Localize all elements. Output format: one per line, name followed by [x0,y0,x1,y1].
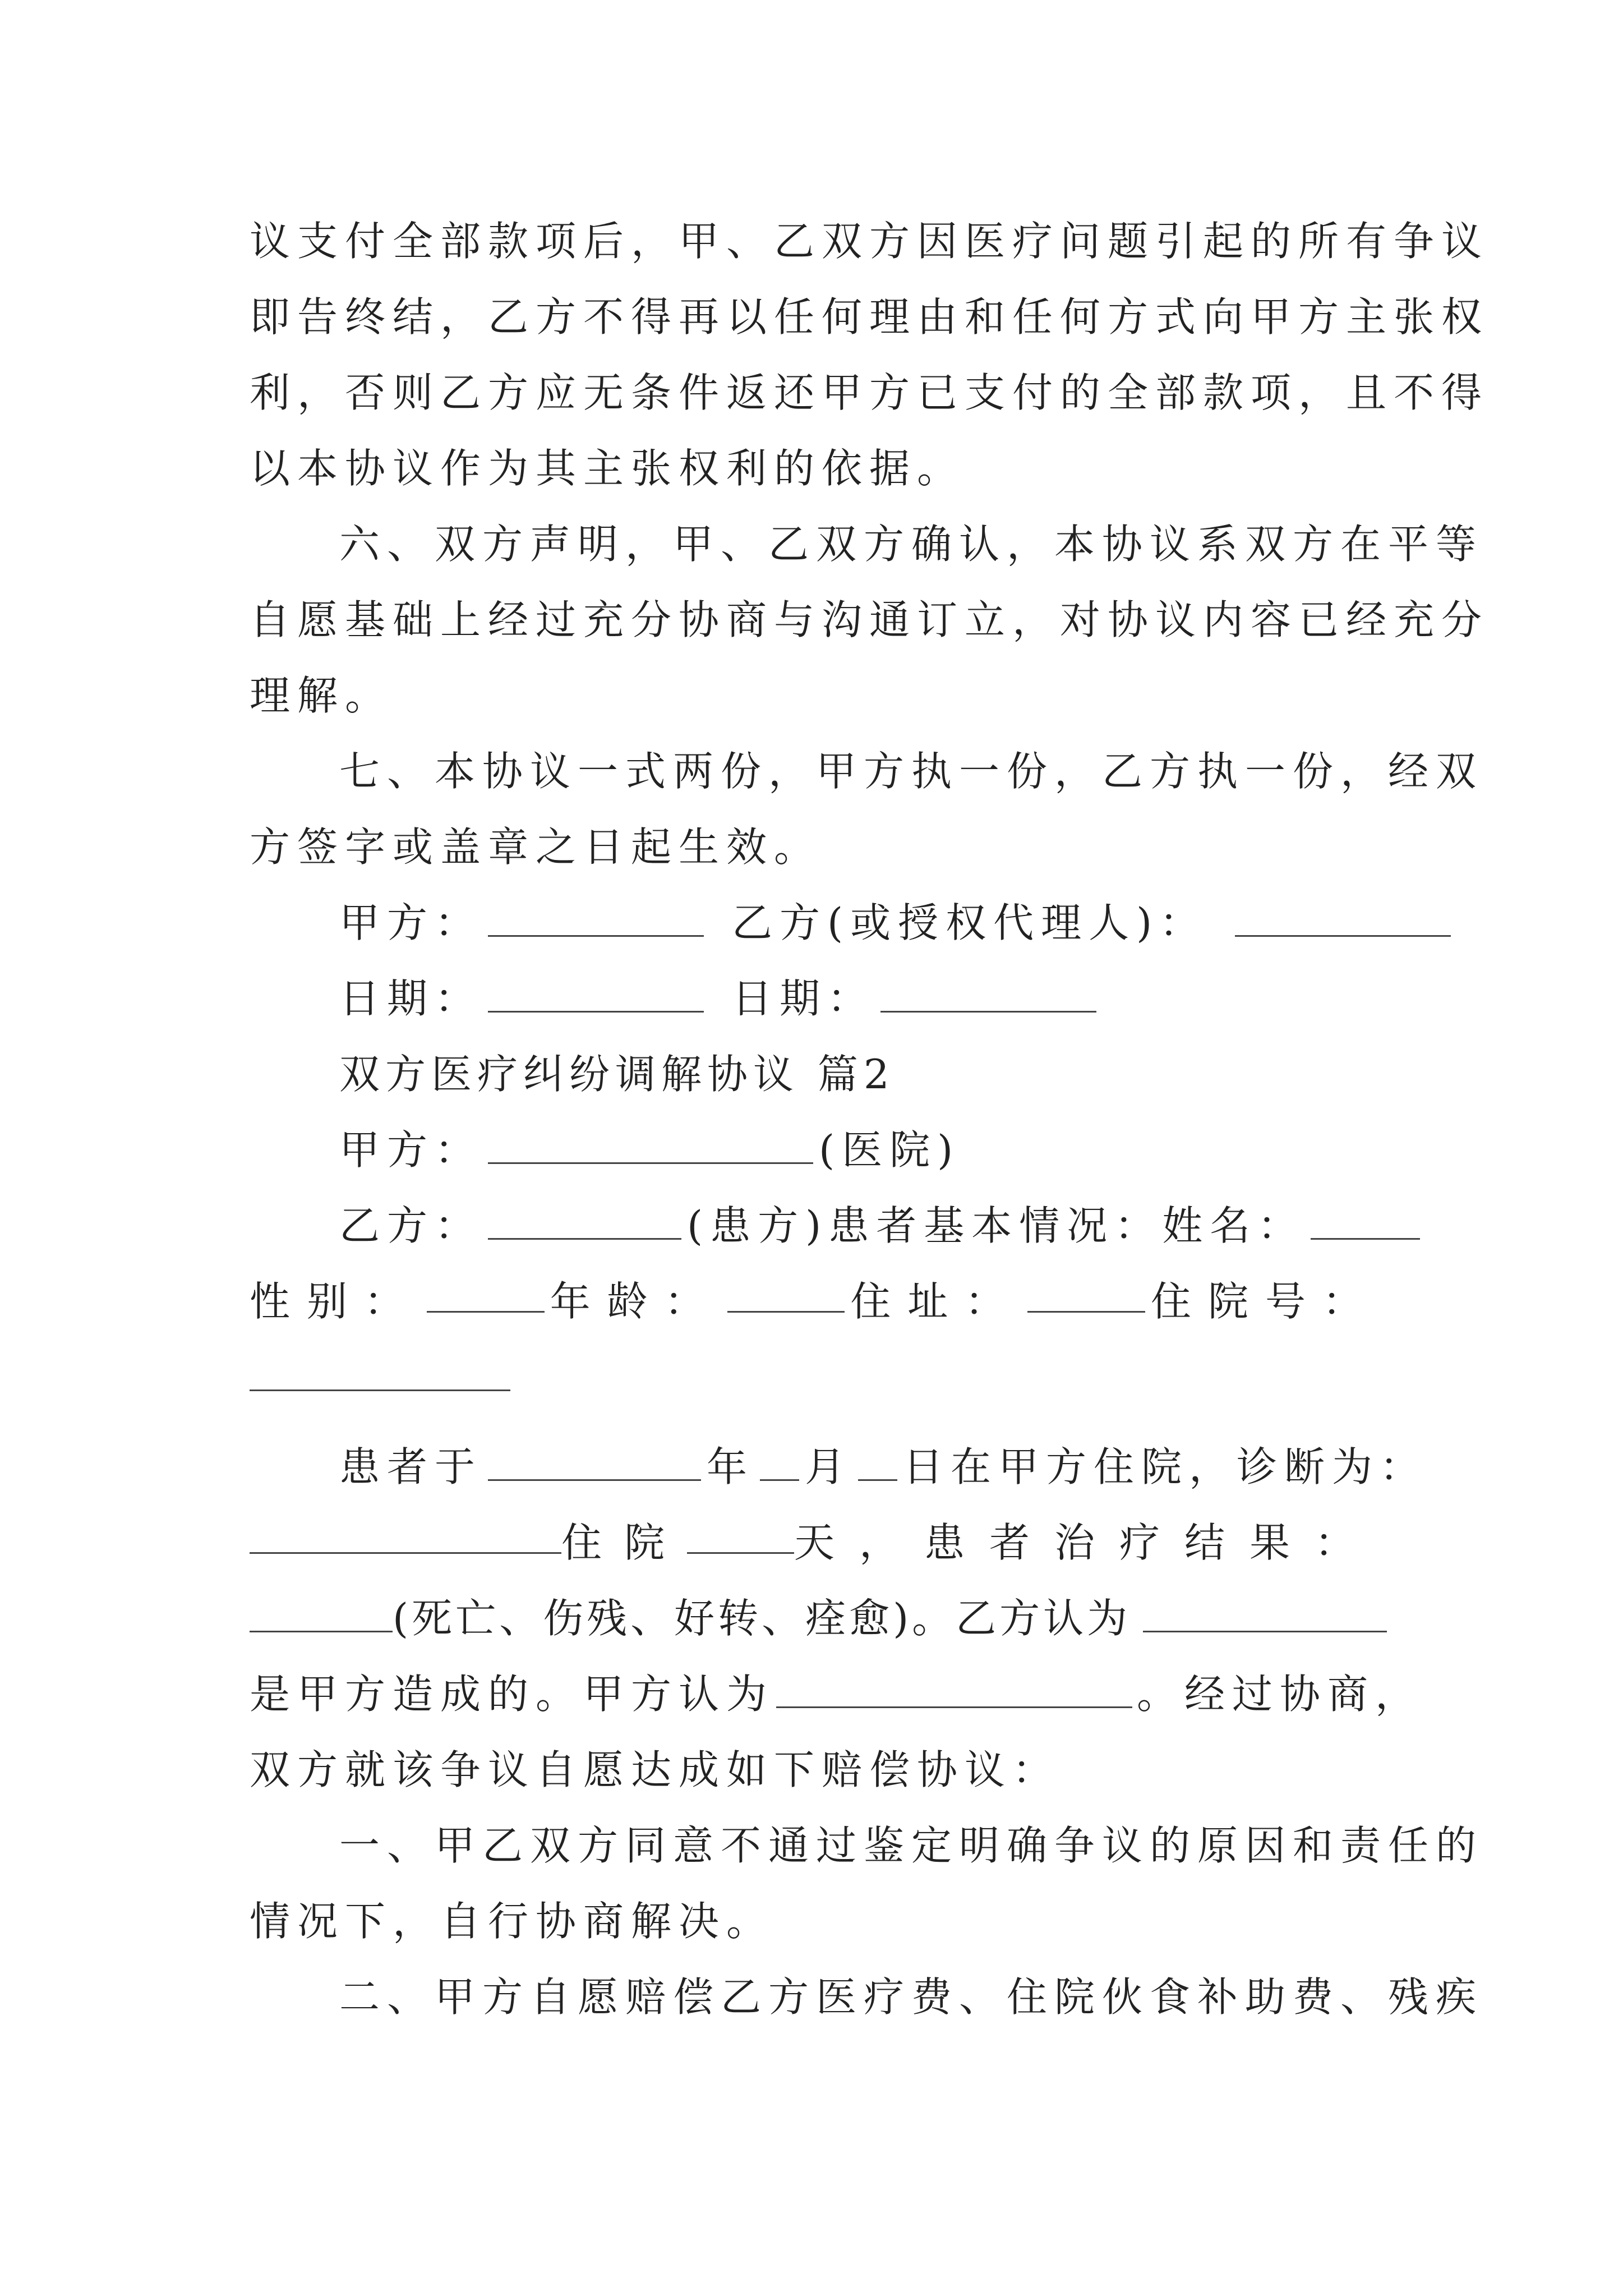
party-b-line [339,1200,1426,1251]
date-b-label: 日期： [732,975,875,1022]
name-blank [1311,1203,1420,1240]
text-line: 利，否则乙方应无条件返还甲方已支付的全部款项，且不得 [250,369,1490,416]
patient-stay-line [250,1517,1380,1568]
party-b-opinion-blank [1143,1596,1387,1632]
party-b-blank [1235,900,1451,937]
admission-no-blank [250,1355,510,1391]
party-a-line [339,1125,960,1175]
text-fragment: 年 [707,1443,755,1490]
hospital-suffix: (医院) [819,1126,961,1174]
text-fragment: 患者于 [339,1443,483,1490]
text-line: 方签字或盖章之日起生效。 [250,823,822,871]
age-label: 年龄： [550,1278,722,1325]
age-blank [727,1276,845,1313]
text-line: 以本协议作为其主张权利的依据。 [250,445,965,492]
section-title: 双方医疗纠纷调解协议 篇2 [339,1051,895,1098]
party-b-label: 乙方： [339,1202,483,1249]
date-a-blank [488,976,704,1013]
text-fragment: 天，患者治疗结果： [794,1519,1380,1566]
patient-opinion-line [250,1669,1423,1719]
admission-no-line [250,1352,510,1402]
day-blank [858,1444,897,1481]
text-fragment: 。经过协商， [1137,1671,1423,1718]
date-b-blank [880,976,1096,1013]
text-line: 自愿基础上经过充分协商与沟通订立，对协议内容已经充分 [250,596,1490,643]
patient-admission-line [339,1442,1427,1492]
gender-label: 性别： [250,1278,422,1325]
gender-blank [427,1276,545,1313]
patient-result-line [250,1593,1387,1644]
party-a-label: 甲方： [339,1126,483,1174]
text-line: 情况下，自行协商解决。 [250,1898,774,1945]
result-blank [250,1596,393,1632]
admission-no-label: 住院号： [1150,1278,1380,1325]
text-fragment: 月 [805,1443,853,1490]
address-blank [1027,1276,1145,1313]
party-b-label: 乙方(或授权代理人)： [732,899,1207,946]
text-line: 双方就该争议自愿达成如下赔偿协议： [250,1746,1061,1793]
days-blank [687,1517,794,1554]
text-fragment: 日在甲方住院，诊断为： [903,1443,1428,1490]
date-line [339,973,1102,1024]
year-blank [488,1444,701,1481]
text-fragment: 是甲方造成的。甲方认为 [250,1671,774,1718]
text-fragment: (死亡、伤残、好转、痊愈)。乙方认为 [393,1595,1131,1642]
patient-info-line [250,1276,1380,1327]
text-line: 理解。 [250,672,393,719]
month-blank [760,1444,799,1481]
item-one-line: 一、甲乙双方同意不通过鉴定明确争议的原因和责任的 [339,1822,1484,1869]
clause-seven-line: 七、本协议一式两份，甲方执一份，乙方执一份，经双 [339,748,1484,795]
party-b-blank [488,1203,681,1240]
text-line: 议支付全部款项后，甲、乙双方因医疗问题引起的所有争议 [250,218,1490,265]
hospital-blank [488,1128,813,1164]
patient-info-text: (患方)患者基本情况：姓名： [687,1202,1306,1249]
clause-six-line: 六、双方声明，甲、乙双方确认，本协议系双方在平等 [339,521,1484,568]
signature-line [339,898,1456,948]
party-a-blank [488,900,704,937]
party-a-label: 甲方： [339,899,483,946]
party-a-opinion-blank [776,1672,1132,1708]
text-line: 即告终结，乙方不得再以任何理由和任何方式向甲方主张权 [250,293,1490,341]
item-two-line: 二、甲方自愿赔偿乙方医疗费、住院伙食补助费、残疾 [339,1973,1484,2021]
address-label: 住址： [850,1278,1022,1325]
diagnosis-blank [250,1517,561,1554]
date-a-label: 日期： [339,975,483,1022]
text-fragment: 住院 [561,1519,688,1566]
